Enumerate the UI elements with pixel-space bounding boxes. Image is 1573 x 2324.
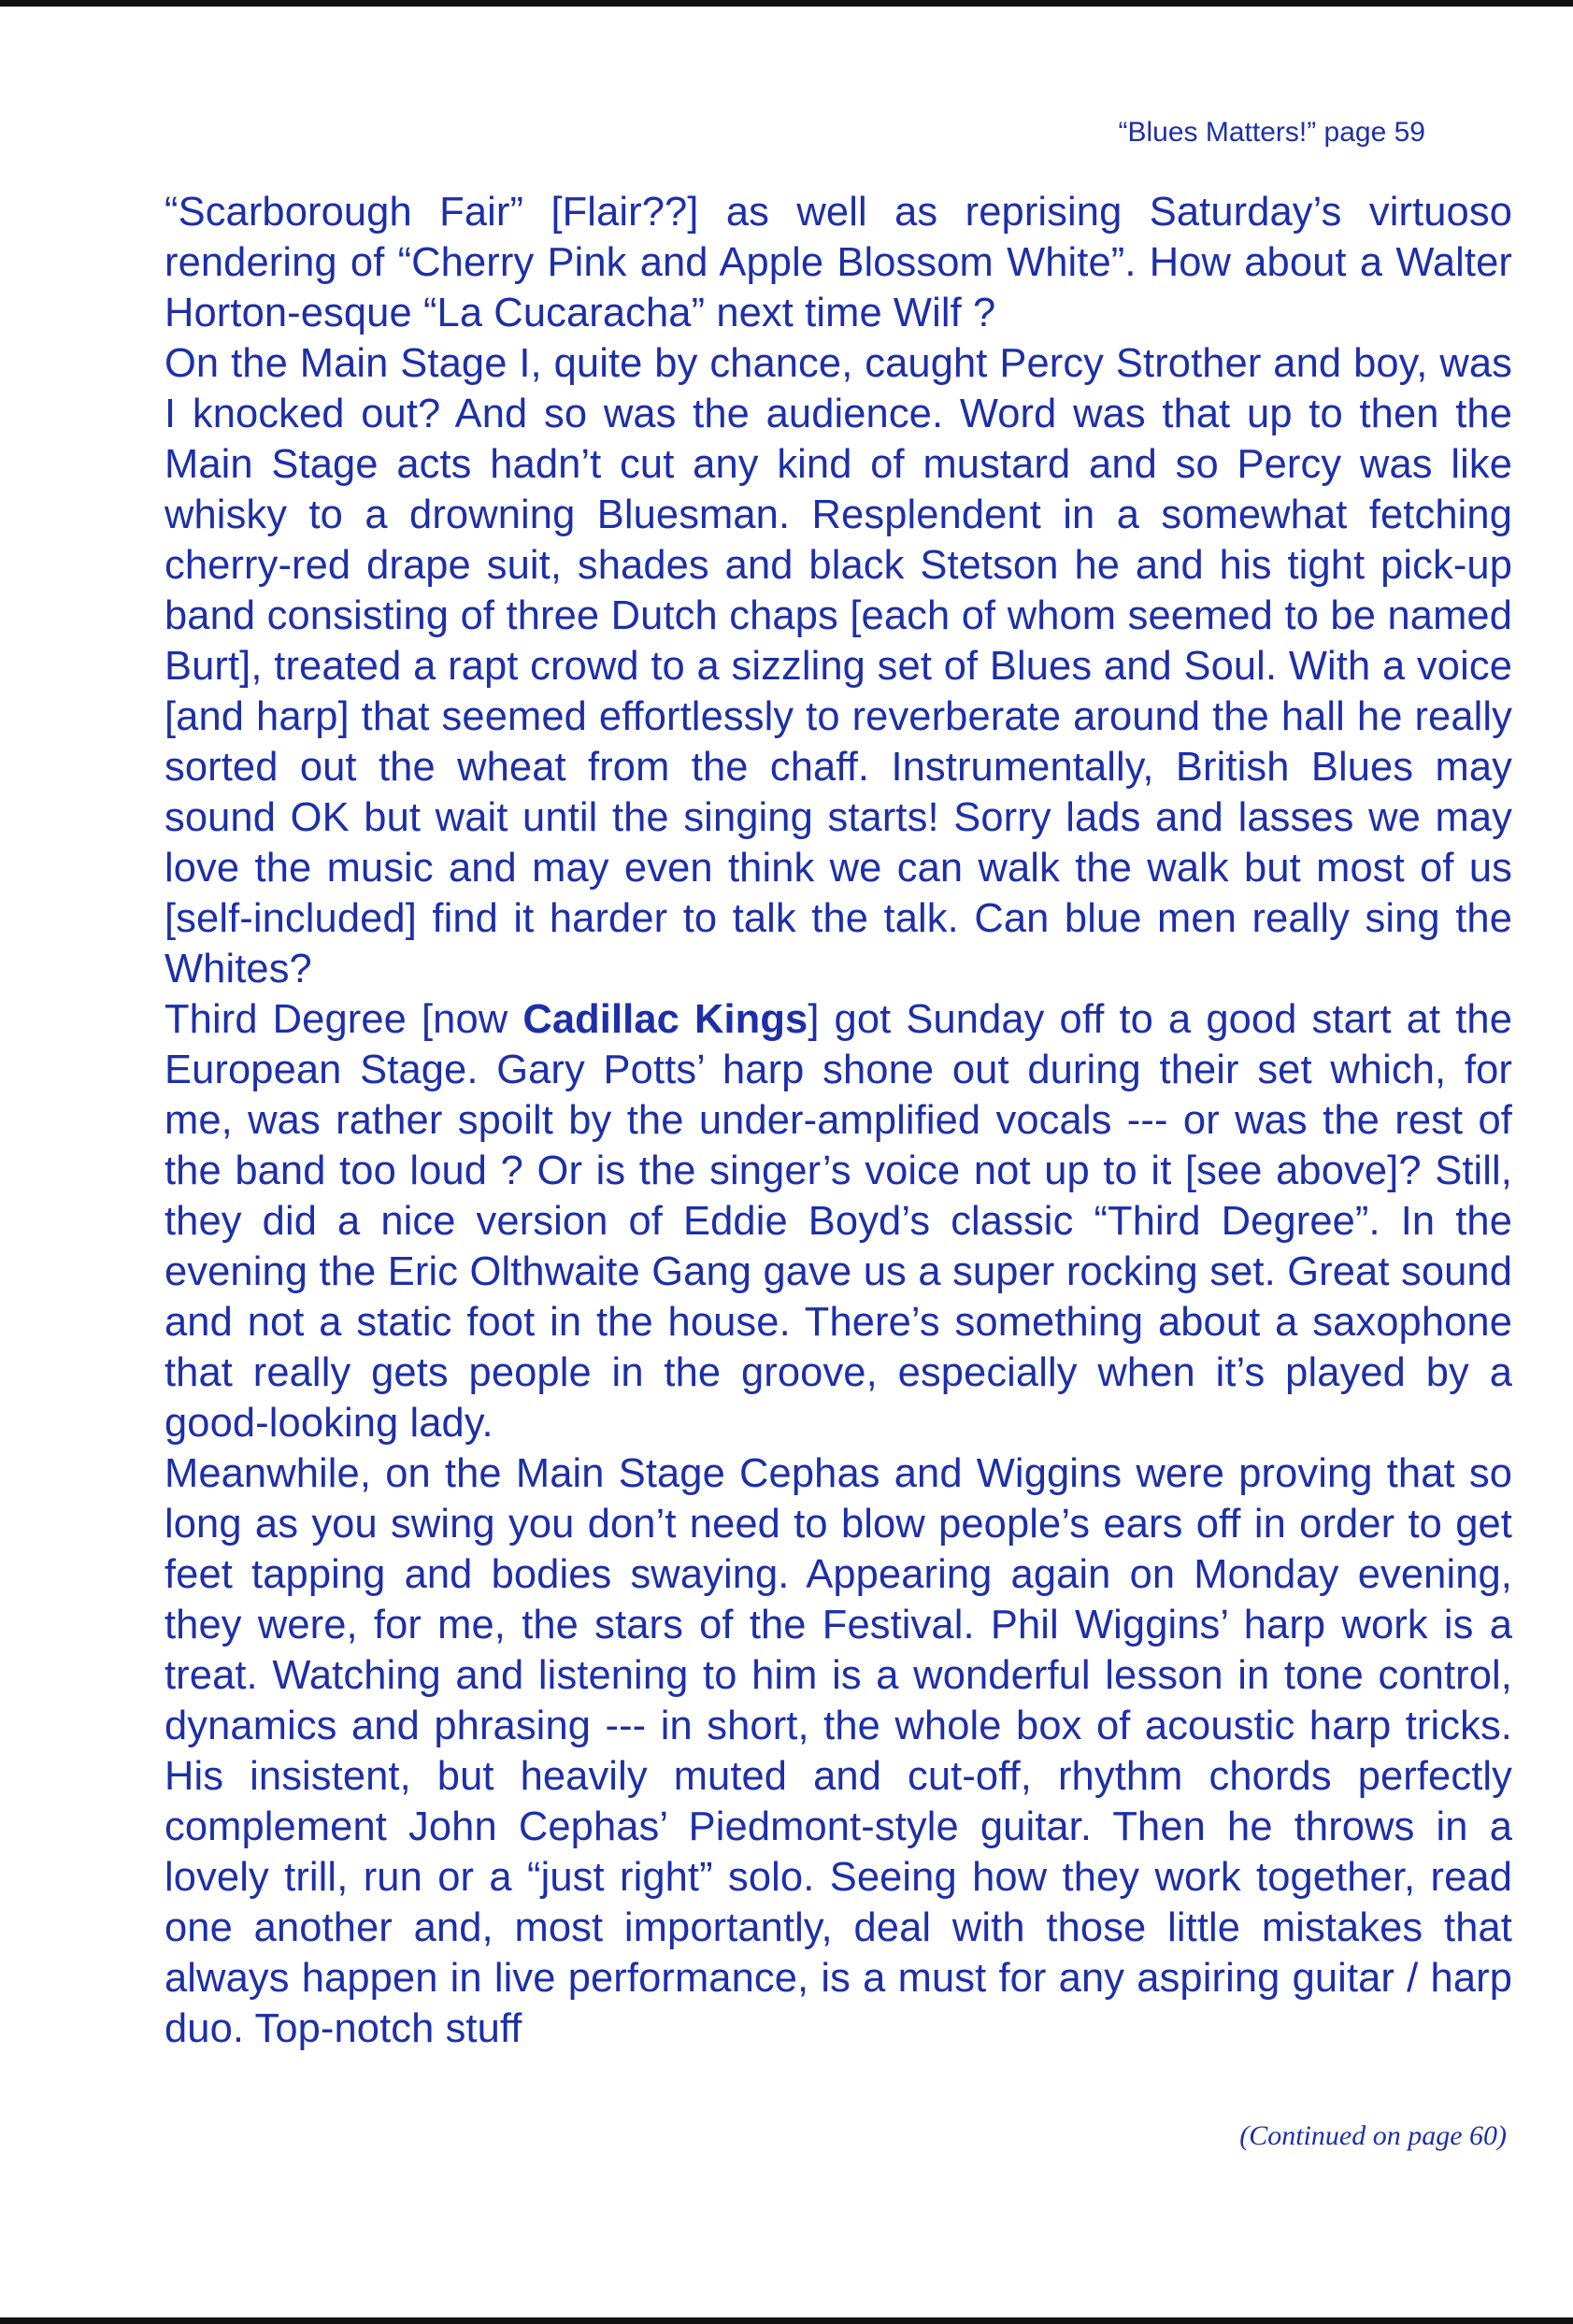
paragraph-2: On the Main Stage I, quite by chance, caught Percy Strother and boy, was I knocked out? And so was the audience. Word was that up to then the Main Stage acts hadn’t cut any kind of mustard and so Percy was like whisky to a drowning Bluesman. Resplendent in a somewhat fetching cherry-red drape suit, shades and black Stetson he and his tight pick-up band consisting of three Dutch chaps [each of whom seemed to be named Burt], treated a rapt crowd to a sizzling set of Blues and Soul. With a voice [and harp] that seemed effortlessly to reverberate around the hall he really sorted out the wheat from the chaff. Instrumentally, British Blues may sound OK but wait until the singing starts! Sorry lads and lasses we may love the music and may even think we can walk the walk but most of us [self-included] find it harder to talk the talk. Can blue men really sing the Whites? (164, 341, 1512, 991)
continued-note: (Continued on page 60) (1239, 2120, 1507, 2151)
paragraph-4: Meanwhile, on the Main Stage Cephas and Wiggins were proving that so long as you swing you don’t need to blow people’s ears off in order to get feet tapping and bodies swaying. Appearing again on Monday evening, they were, for me, the stars of the Festival. Phil Wiggins’ harp work is a treat. Watching and listening to him is a wonderful lesson in tone control, dynamics and phrasing --- in short, the whole box of acoustic harp tricks. His insistent, but heavily muted and cut-off, rhythm chords perfectly complement John Cephas’ Piedmont-style guitar. Then he throws in a lovely trill, run or a “just right” solo. Seeing how they work together, read one another and, most importantly, deal with those little mistakes that always happen in live performance, is a must for any aspiring guitar / harp duo. Top-notch stuff (164, 1451, 1512, 2051)
running-header: “Blues Matters!” page 59 (1118, 117, 1425, 148)
paragraph-3-lead: Third Degree [now (164, 997, 523, 1042)
scan-edge-top (0, 0, 1573, 7)
paragraph-1: “Scarborough Fair” [Flair??] as well as reprising Saturday’s virtuoso rendering of “Cherry Pink and Apple Blossom White”. How about a Walter Horton-esque “La Cucaracha” next time Wilf ? (164, 190, 1512, 335)
paragraph-3 (164, 994, 1512, 1448)
scan-edge-bottom (0, 2317, 1573, 2324)
paragraph-3-rest: ] got Sunday off to a good start at the European Stage. Gary Potts’ harp shone out during their set which, for me, was rather spoilt by the under-amplified vocals --- or was the rest of the band too loud ? Or is the singer’s voice not up to it [see above]? Still, they did a nice version of Eddie Boyd’s classic “Third Degree”. In the evening the Eric Olthwaite Gang gave us a super rocking set. Great sound and not a static foot in the house. There’s something about a saxophone that really gets people in the groove, especially when it’s played by a good-looking lady. (164, 997, 1512, 1446)
article-body (164, 187, 1512, 2054)
band-name-bold: Cadillac Kings (522, 997, 808, 1042)
